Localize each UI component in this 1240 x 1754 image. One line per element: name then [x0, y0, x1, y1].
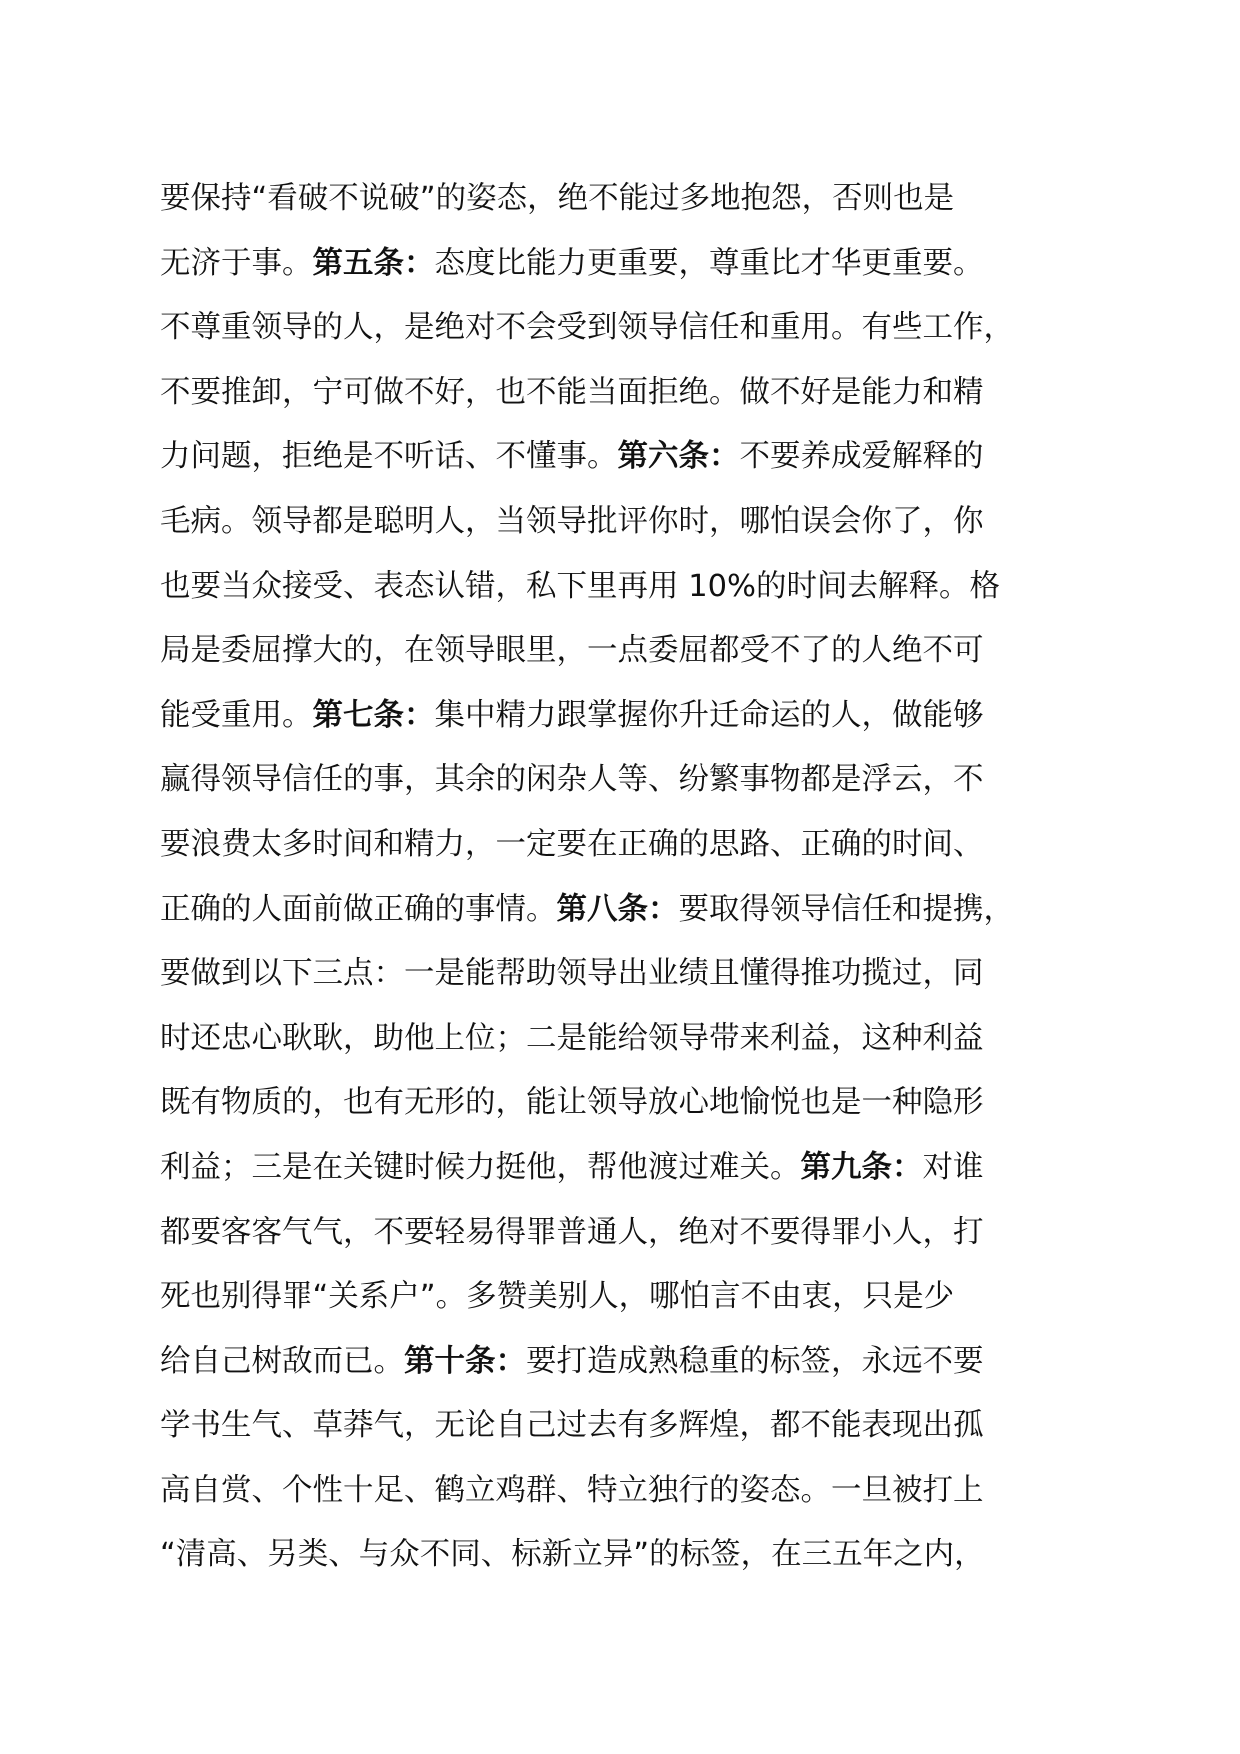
text-line	[160, 1265, 1130, 1330]
line-text: 不尊重领导的人，是绝对不会受到领导信任和重用。有些工作，	[160, 310, 1014, 346]
line-text: 局是委屈撑大的，在领导眼里，一点委屈都受不了的人绝不可	[160, 633, 984, 669]
article-heading: 第七条：	[312, 697, 435, 733]
line-text: 要取得领导信任和提携，	[678, 891, 1014, 927]
text-line	[160, 748, 1130, 813]
text-line	[160, 167, 1130, 232]
line-text: 都要客客气气，不要轻易得罪普通人，绝对不要得罪小人，打	[160, 1214, 984, 1250]
text-line	[160, 232, 1130, 297]
article-heading: 第六条：	[617, 439, 740, 475]
line-text: 不要推卸，宁可做不好，也不能当面拒绝。做不好是能力和精	[160, 374, 984, 410]
line-text: 要浪费太多时间和精力，一定要在正确的思路、正确的时间、	[160, 826, 984, 862]
line-text: 时还忠心耿耿，助他上位；二是能给领导带来利益，这种利益	[160, 1020, 984, 1056]
line-text: “清高、另类、与众不同、标新立异”的标签，在三五年之内，	[160, 1537, 985, 1573]
text-line	[160, 813, 1130, 878]
text-line	[160, 684, 1130, 749]
text-line	[160, 490, 1130, 555]
text-line	[160, 1007, 1130, 1072]
line-text: 利益；三是在关键时候力挺他，帮他渡过难关。	[160, 1149, 801, 1185]
line-text: 给自己树敌而已。	[160, 1343, 404, 1379]
text-line	[160, 296, 1130, 361]
line-text: 无济于事。	[160, 245, 313, 281]
line-text: 态度比能力更重要，尊重比才华更重要。	[434, 245, 984, 281]
line-text: 要保持“看破不说破”的姿态，绝不能过多地抱怨，否则也是	[160, 181, 955, 216]
line-text: 学书生气、草莽气，无论自己过去有多辉煌，都不能表现出孤	[160, 1408, 984, 1444]
text-line	[160, 1136, 1130, 1201]
text-line	[160, 1071, 1130, 1136]
line-text: 集中精力跟掌握你升迁命运的人，做能够	[434, 697, 984, 733]
line-text: 要打造成熟稳重的标签，永远不要	[526, 1343, 984, 1379]
article-heading: 第十条：	[404, 1343, 526, 1379]
text-line	[160, 361, 1130, 426]
line-text: 力问题，拒绝是不听话、不懂事。	[160, 439, 618, 475]
article-heading: 第五条：	[312, 245, 435, 281]
text-line	[160, 1523, 1130, 1588]
line-text: 也要当众接受、表态认错，私下里再用 10%的时间去解释。格	[160, 568, 1000, 604]
line-text: 能受重用。	[160, 697, 313, 733]
text-line	[160, 1459, 1130, 1524]
article-heading: 第八条：	[556, 891, 679, 927]
line-text: 毛病。领导都是聪明人，当领导批评你时，哪怕误会你了，你	[160, 503, 984, 539]
line-text: 正确的人面前做正确的事情。	[160, 891, 557, 927]
article-heading: 第九条：	[800, 1149, 923, 1185]
text-line	[160, 425, 1130, 490]
line-text: 不要养成爱解释的	[739, 439, 984, 475]
line-text: 要做到以下三点：一是能帮助领导出业绩且懂得推功揽过，同	[160, 956, 984, 992]
line-text: 对谁	[922, 1149, 984, 1185]
text-line	[160, 1394, 1130, 1459]
text-line	[160, 878, 1130, 943]
body-text	[160, 167, 1130, 1588]
text-line	[160, 619, 1130, 684]
text-line	[160, 942, 1130, 1007]
line-text: 死也别得罪“关系户”。多赞美别人，哪怕言不由衷，只是少	[160, 1279, 955, 1315]
text-line	[160, 1330, 1130, 1395]
text-line	[160, 1201, 1130, 1266]
line-text: 赢得领导信任的事，其余的闲杂人等、纷繁事物都是浮云，不	[160, 762, 984, 798]
line-text: 既有物质的，也有无形的，能让领导放心地愉悦也是一种隐形	[160, 1085, 984, 1121]
text-line	[160, 555, 1130, 620]
line-text: 高自赏、个性十足、鹤立鸡群、特立独行的姿态。一旦被打上	[160, 1472, 984, 1508]
